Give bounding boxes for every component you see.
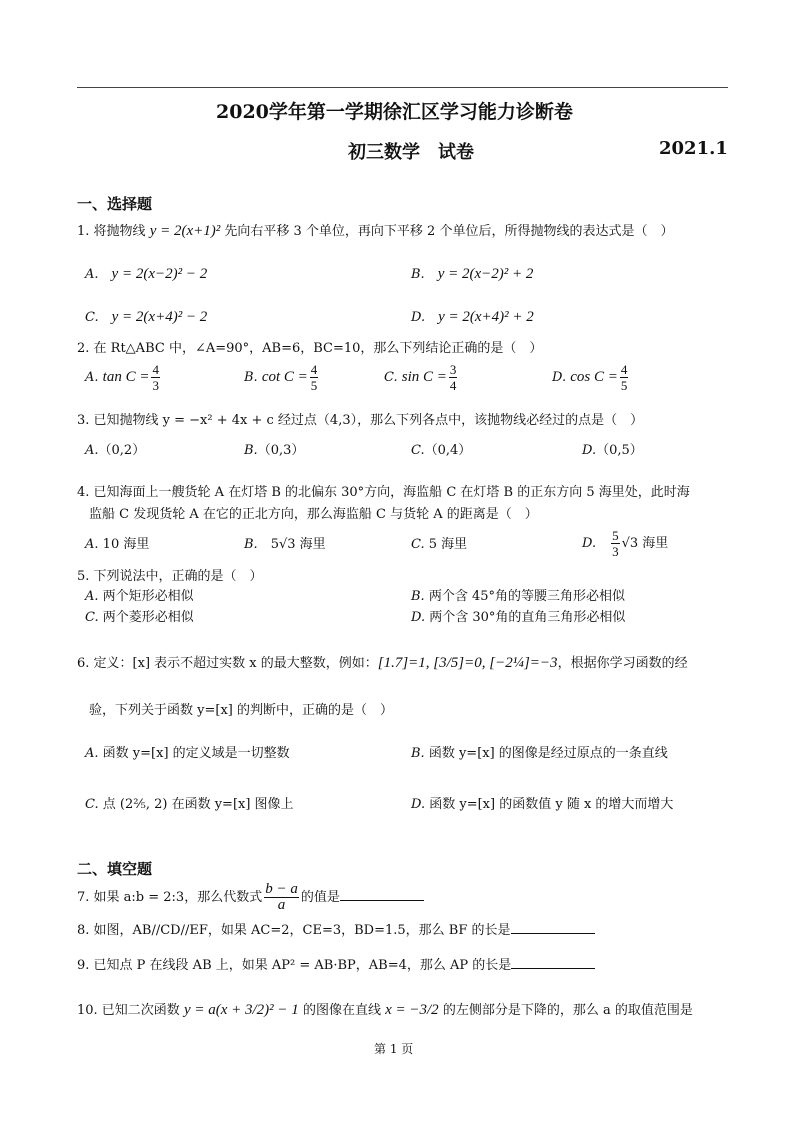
q3-option-b: B.（0,3）	[244, 443, 305, 458]
q6-option-c: C. 点 (2⅖, 2) 在函数 y=[x] 图像上	[85, 797, 294, 812]
q4-option-d: D. $\frac{5}{3}$ √3 海里	[582, 528, 669, 559]
question-2-stem: 2. 在 Rt△ABC 中，∠A=90°，AB=6，BC=10，那么下列结论正确的是（ ）	[77, 341, 543, 356]
q2-option-c: C. sin C = $\frac{3}{4}$	[384, 362, 457, 393]
q3-option-d: D.（0,5）	[582, 443, 643, 458]
question-6-line-1: 6. 定义：[x] 表示不超过实数 x 的最大整数，例如：[1.7]=1, [3/5]=0, [−2¼]=−3，根据你学习函数的经	[77, 655, 688, 671]
section-choice-title: 一、选择题	[77, 195, 153, 213]
q1-option-a: A. y = 2(x−2)² − 2	[85, 266, 208, 282]
q4-option-a: A. 10 海里	[85, 537, 150, 552]
q1-stem-pre: 1. 将抛物线	[77, 224, 146, 239]
top-rule	[77, 87, 728, 88]
q7-answer-blank[interactable]	[340, 888, 424, 901]
q6-option-a: A. 函数 y=[x] 的定义域是一切整数	[85, 746, 290, 761]
q6-examples: [1.7]=1, [3/5]=0, [−2¼]=−3	[377, 655, 558, 671]
q8-answer-blank[interactable]	[511, 921, 595, 934]
q6-option-d: D. 函数 y=[x] 的函数值 y 随 x 的增大而增大	[411, 797, 674, 812]
q5-option-c: C. 两个菱形必相似	[85, 610, 194, 625]
question-4-line-2: 监船 C 发现货轮 A 在它的正北方向，那么海监船 C 与货轮 A 的距离是（ ）	[89, 507, 538, 522]
question-5-stem: 5. 下列说法中，正确的是（ ）	[77, 569, 263, 584]
q4-option-b: B. 5√3 海里	[244, 537, 326, 552]
q1-option-b: B. y = 2(x−2)² + 2	[411, 266, 534, 282]
q6-option-b: B. 函数 y=[x] 的图像是经过原点的一条直线	[411, 746, 668, 761]
q1-stem-post: 先向右平移 3 个单位，再向下平移 2 个单位后，所得抛物线的表达式是（ ）	[224, 224, 674, 239]
q2-option-a: A. tan C = $\frac{4}{3}$	[85, 362, 159, 393]
q5-option-d: D. 两个含 30°角的直角三角形必相似	[411, 610, 626, 625]
q4-option-c: C. 5 海里	[411, 537, 468, 552]
q9-answer-blank[interactable]	[511, 956, 595, 969]
q1-expr: y = 2(x+1)²	[149, 223, 221, 239]
question-7: 7. 如果 a:b = 2:3，那么代数式 $\frac{b - a}{a}$ 的值是	[77, 882, 424, 913]
question-10: 10. 已知二次函数 y = a(x + 3/2)² − 1 的图像在直线 x = −3/2 的左侧部分是下降的，那么 a 的取值范围是	[77, 1002, 693, 1018]
q1-option-d: D. y = 2(x+4)² + 2	[411, 309, 534, 325]
question-1-stem	[77, 222, 673, 241]
question-4-line-1: 4. 已知海面上一艘货轮 A 在灯塔 B 的北偏东 30°方向，海监船 C 在灯塔 B 的正东方向 5 海里处，此时海	[77, 485, 690, 500]
page-subtitle: 初三数学 试卷	[348, 142, 474, 163]
question-3-stem: 3. 已知抛物线 y = −x² + 4x + c 经过点（4,3），那么下列各点中，该抛物线必经过的点是（ ）	[77, 413, 644, 428]
page-footer: 第 1 页	[374, 1042, 414, 1056]
section-fill-title: 二、填空题	[77, 860, 153, 878]
question-6-line-2: 验，下列关于函数 y=[x] 的判断中，正确的是（ ）	[89, 703, 393, 718]
q5-option-b: B. 两个含 45°角的等腰三角形必相似	[411, 589, 626, 604]
q3-option-a: A.（0,2）	[85, 443, 146, 458]
q5-option-a: A. 两个矩形必相似	[85, 589, 194, 604]
question-8: 8. 如图，AB//CD//EF，如果 AC=2，CE=3，BD=1.5，那么 BF 的长是	[77, 921, 595, 940]
q1-option-c: C. y = 2(x+4)² − 2	[85, 309, 208, 325]
q3-option-c: C.（0,4）	[411, 443, 472, 458]
q2-option-b: B. cot C = $\frac{4}{5}$	[244, 362, 318, 393]
question-9: 9. 已知点 P 在线段 AB 上，如果 AP² = AB·BP，AB=4，那么 AP 的长是	[77, 956, 595, 975]
page-title: 2020学年第一学期徐汇区学习能力诊断卷	[216, 101, 573, 123]
exam-date: 2021.1	[659, 138, 728, 159]
q2-option-d: D. cos C = $\frac{4}{5}$	[552, 362, 628, 393]
